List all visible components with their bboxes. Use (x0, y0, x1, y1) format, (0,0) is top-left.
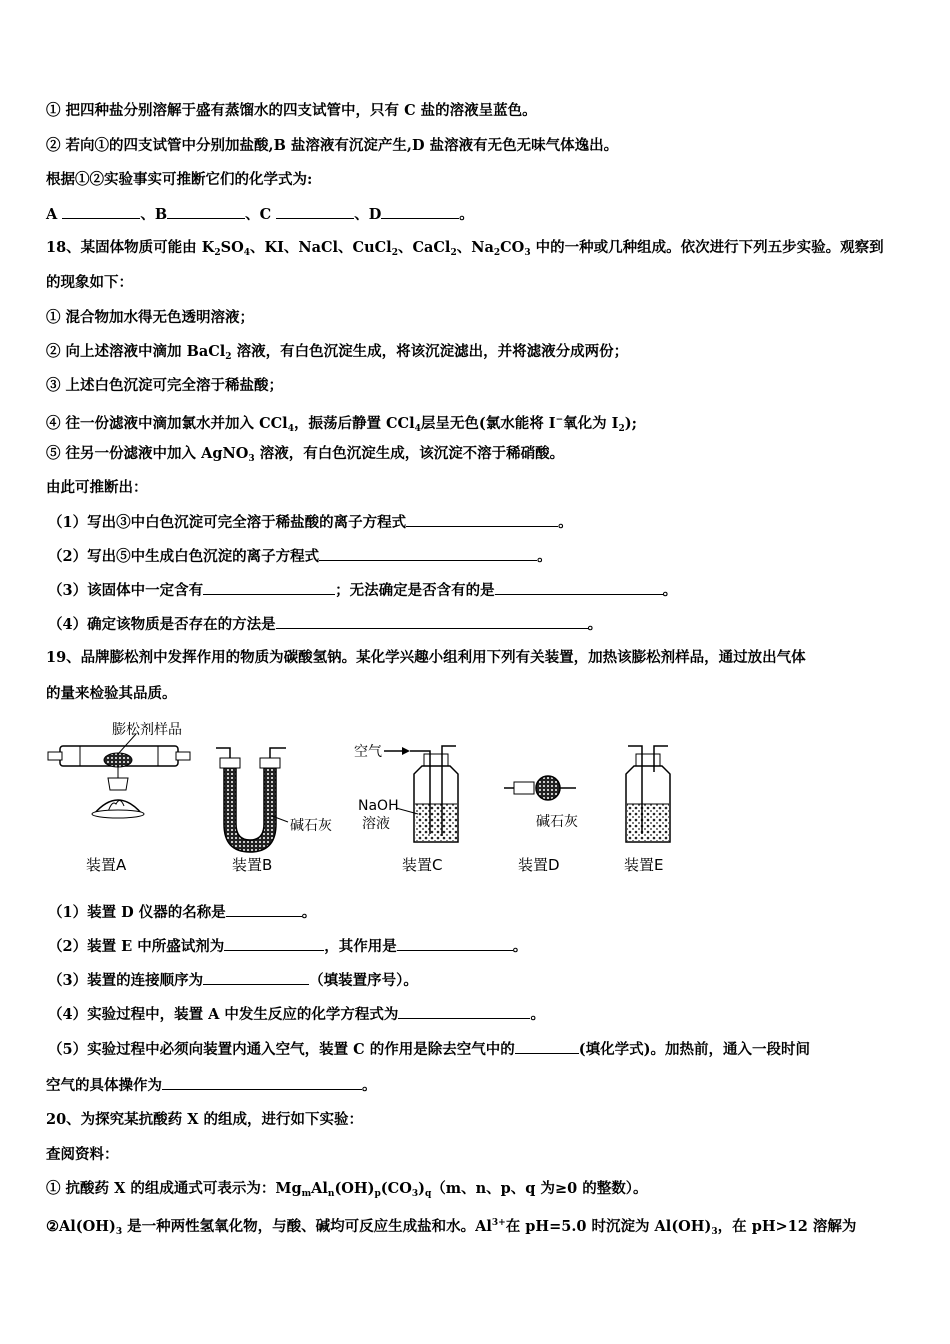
blank-p4[interactable] (276, 614, 588, 629)
line-1: ① 把四种盐分别溶解于盛有蒸馏水的四支试管中，只有 C 盐的溶液呈蓝色。 (46, 102, 537, 119)
question-20: 20、为探究某抗酸药 X 的组成，进行如下实验： (46, 1111, 364, 1128)
step-2: ② 向上述溶液中滴加 BaCl$_2$ 溶液，有白色沉淀生成，将该沉淀滤出，并将滤液分成两份； (46, 343, 629, 362)
blank-r2a[interactable] (224, 936, 324, 951)
material-2: $②Al(OH)_3$ 是一种两性氢氧化物，与酸、碱均可反应生成盐和水。$Al^{3+}$在 pH=5.0 时沉淀为 $Al(OH)_3$，在 pH>12 溶解为 (46, 1218, 857, 1237)
part-2: （2）写出⑤中生成白色沉淀的离子方程式 。 (48, 548, 552, 565)
label-naoh: NaOH (358, 798, 399, 814)
line-3: 根据①②实验事实可推断它们的化学式为: (46, 171, 313, 188)
apparatus-a (48, 721, 190, 818)
q19-part-1: （1）装置 D 仪器的名称是 。 (48, 904, 317, 921)
material-1: ① 抗酸药 X 的组成通式可表示为：$Mg_mAl_n(OH)_p(CO_3)_q(m$、n、p、q 为≥0 的整数）。 (46, 1180, 648, 1199)
question-19-cont: 的量来检验其品质。 (46, 685, 177, 702)
line-2: ② 若向①的四支试管中分别加盐酸,B 盐溶液有沉淀产生,D 盐溶液有无色无味气体逸出。 (46, 137, 619, 154)
blank-p3b[interactable] (495, 580, 663, 595)
label-sample: 膨松剂样品 (112, 722, 182, 738)
infer-heading: 由此可推断出： (46, 479, 148, 496)
label-solution: 溶液 (362, 816, 390, 832)
label-apparatus-b: 装置B (232, 856, 273, 874)
apparatus-b (216, 748, 332, 852)
question-18-cont: 的现象如下： (46, 274, 133, 291)
q19-part-2: （2）装置 E 中所盛试剂为 ，其作用是 。 (48, 938, 528, 955)
q19-part-4: （4）实验过程中，装置 A 中发生反应的化学方程式为 。 (48, 1006, 545, 1023)
blank-a[interactable] (62, 204, 140, 219)
question-19: 19、品牌膨松剂中发挥作用的物质为碳酸氢钠。某化学兴趣小组利用下列有关装置，加热该膨松剂样品，通过放出气体 (46, 649, 806, 666)
blank-b[interactable] (167, 204, 245, 219)
apparatus-d (504, 776, 578, 830)
answer-line-abcd: A 、B 、C 、D 。 (46, 206, 474, 223)
q19-part-3: （3）装置的连接顺序为 （填装置序号）。 (48, 972, 418, 989)
step-1: ① 混合物加水得无色透明溶液； (46, 309, 255, 326)
apparatus-c (354, 743, 458, 842)
blank-r4[interactable] (398, 1004, 530, 1019)
label-apparatus-e: 装置E (624, 856, 664, 874)
step-3: ③ 上述白色沉淀可完全溶于稀盐酸； (46, 377, 284, 394)
label-sodalime-b: 碱石灰 (290, 818, 332, 834)
part-1: （1）写出③中白色沉淀可完全溶于稀盐酸的离子方程式 。 (48, 514, 573, 531)
question-18: 18、某固体物质可能由 $K_2SO_4$、KI、NaCl、CuCl$_2$、CaCl$_2$、$Na_2CO_3$ 中的一种或几种组成。依次进行下列五步实验。观察到 (46, 239, 884, 258)
label-apparatus-c: 装置C (402, 856, 443, 874)
blank-r5b[interactable] (162, 1075, 362, 1090)
blank-c[interactable] (276, 204, 354, 219)
label-apparatus-a: 装置A (86, 856, 127, 874)
label-air: 空气 (354, 744, 382, 760)
label-apparatus-d: 装置D (518, 856, 560, 874)
q19-part-5: （5）实验过程中必须向装置内通入空气，装置 C 的作用是除去空气中的 (填化学式)。加热前，通入一段时间 (48, 1041, 810, 1058)
blank-d[interactable] (381, 204, 459, 219)
blank-p2[interactable] (319, 546, 537, 561)
blank-p3a[interactable] (203, 580, 335, 595)
step-5: ⑤ 往另一份滤液中加入 AgNO$_3$ 溶液，有白色沉淀生成，该沉淀不溶于稀硝酸。 (46, 445, 565, 464)
part-3: （3）该固体中一定含有 ；无法确定是否含有的是 。 (48, 582, 678, 599)
part-4: （4）确定该物质是否存在的方法是 。 (48, 616, 603, 633)
reference-heading: 查阅资料： (46, 1146, 119, 1163)
blank-r3[interactable] (203, 970, 309, 985)
q19-part-5-cont: 空气的具体操作为 。 (46, 1077, 377, 1094)
blank-r1[interactable] (226, 902, 302, 917)
apparatus-e (626, 746, 670, 842)
label-sodalime-d: 碱石灰 (536, 814, 578, 830)
apparatus-figure (46, 716, 746, 886)
blank-p1[interactable] (406, 512, 558, 527)
blank-r2b[interactable] (397, 936, 513, 951)
blank-r5a[interactable] (515, 1039, 579, 1054)
step-4: ④ 往一份滤液中滴加氯水并加入 CCl$_4$，振荡后静置 CCl$_4$层呈无色(氯水能将 I−氧化为 $I_2$); (46, 415, 637, 434)
